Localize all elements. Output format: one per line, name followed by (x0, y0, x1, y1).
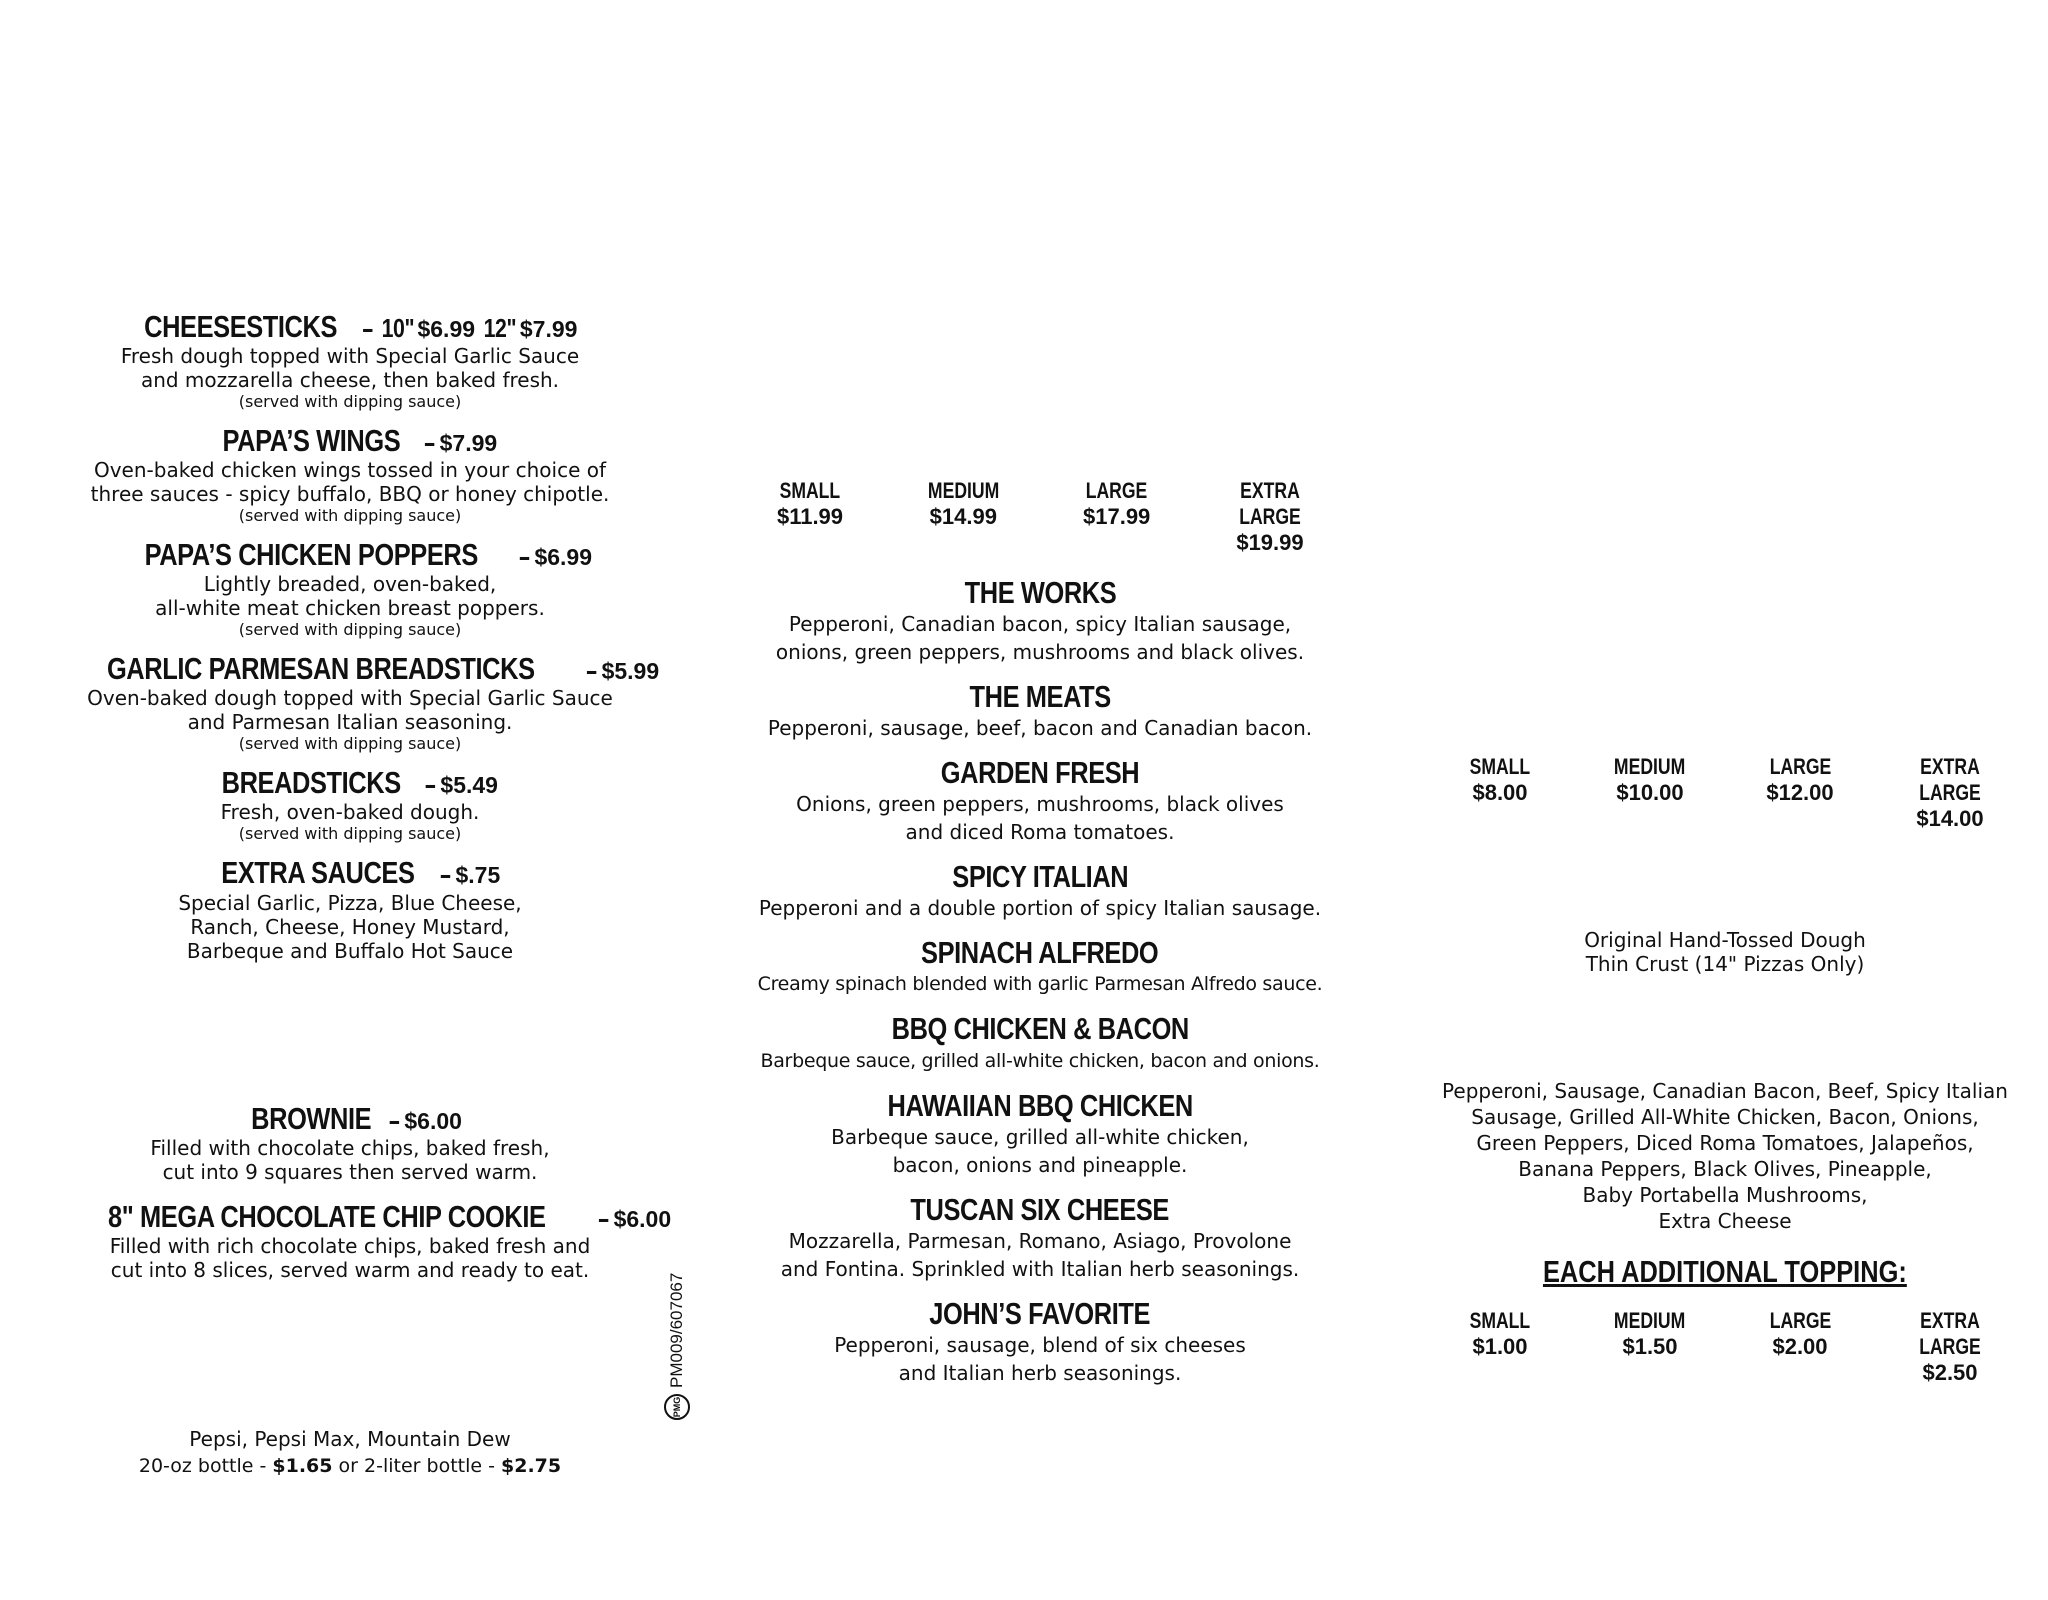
pizza-description: Pepperoni, sausage, blend of six cheeses (834, 1332, 1246, 1357)
item-description: cut into 9 squares then served warm. (162, 1160, 538, 1185)
pizza-hawaiian-bbq-chicken (740, 1089, 1340, 1179)
size-label: 12" (483, 313, 517, 343)
byo-size-price-large: LARGE $12.00 (1766, 754, 1834, 805)
size-price-medium: MEDIUM $14.99 (927, 478, 1000, 529)
menu-item-chicken-poppers: PAPA’S CHICKEN POPPERS – $6.99 Lightly breaded, oven-baked, all-white meat chicken breast poppers. (served with dipping sauce) (60, 538, 640, 640)
crust-option: Thin Crust (14" Pizzas Only) (1585, 952, 1865, 976)
pizza-description: Pepperoni, sausage, beef, bacon and Canadian bacon. (767, 716, 1313, 741)
additional-price-small: SMALL $1.00 (1469, 1308, 1531, 1359)
pizza-description: Pepperoni and a double portion of spicy Italian sausage. (758, 896, 1322, 921)
pizza-title: SPINACH ALFREDO (921, 935, 1159, 971)
item-price: $.75 (455, 862, 501, 889)
pizza-description: Creamy spinach blended with garlic Parmesan Alfredo sauce. (757, 973, 1323, 996)
item-price: $6.00 (404, 1108, 462, 1134)
item-price: $6.99 (417, 316, 476, 342)
pizza-title: TUSCAN SIX CHEESE (910, 1191, 1170, 1227)
menu-item-extra-sauces: EXTRA SAUCES – $.75 Special Garlic, Pizza, Blue Cheese, Ranch, Cheese, Honey Mustard, Barbeque and Buffalo Hot Sauce (60, 856, 640, 962)
item-description: Oven-baked dough topped with Special Garlic Sauce (87, 686, 613, 711)
pizza-title: THE WORKS (964, 575, 1116, 610)
item-description: Oven-baked chicken wings tossed in your choice of (93, 458, 607, 483)
menu-item-breadsticks: BREADSTICKS – $5.49 Fresh, oven-baked dough. (served with dipping sauce) (60, 766, 640, 844)
drinks-prices: 20-oz bottle - $1.65 or 2-liter bottle - $2.75 (138, 1455, 562, 1477)
pizza-title: HAWAIIAN BBQ CHICKEN (887, 1087, 1193, 1123)
byo-size-price-extra-large: EXTRA LARGE $14.00 (1916, 754, 1984, 831)
item-description: and mozzarella cheese, then baked fresh. (140, 368, 560, 393)
item-title: PAPA’S CHICKEN POPPERS (144, 537, 478, 573)
menu-item-cheesesticks: CHEESESTICKS – 10" $6.99 12" $7.99 Fresh dough topped with Special Garlic Sauce and mozzarella cheese, then baked fresh. (served with dipping sauce) (60, 310, 640, 412)
item-note: (served with dipping sauce) (238, 734, 462, 754)
menu-item-mega-cookie: 8" MEGA CHOCOLATE CHIP COOKIE – $6.00 Filled with rich chocolate chips, baked fresh and cut into 8 slices, served warm and ready to eat. (60, 1200, 640, 1282)
item-description: Filled with chocolate chips, baked fresh, (150, 1136, 550, 1161)
pizza-title: SPICY ITALIAN (952, 859, 1128, 895)
pizza-description: bacon, onions and pineapple. (892, 1152, 1188, 1177)
item-title: GARLIC PARMESAN BREADSTICKS (106, 651, 535, 687)
additional-topping-section (1430, 1254, 2020, 1386)
additional-price-large: LARGE $2.00 (1769, 1308, 1831, 1359)
pizza-title: THE MEATS (969, 679, 1111, 715)
additional-price-medium: MEDIUM $1.50 (1614, 1308, 1686, 1359)
pizza-description: onions, green peppers, mushrooms and black olives. (775, 640, 1305, 665)
item-description: Lightly breaded, oven-baked, (203, 572, 497, 597)
item-description: Filled with rich chocolate chips, baked fresh and (109, 1234, 591, 1259)
additional-topping-title: EACH ADDITIONAL TOPPING: (1543, 1254, 1907, 1289)
price: $1.65 (272, 1455, 333, 1477)
menu-item-wings: PAPA’S WINGS – $7.99 Oven-baked chicken wings tossed in your choice of three sauces - spicy buffalo, BBQ or honey chipotle. (served with dipping sauce) (60, 424, 640, 526)
pizza-johns-favorite (740, 1297, 1340, 1387)
drinks-section (60, 1424, 640, 1478)
item-price: $5.49 (440, 772, 498, 799)
menu-item-garlic-parmesan-breadsticks: GARLIC PARMESAN BREADSTICKS – $5.99 Oven-baked dough topped with Special Garlic Sauce and Parmesan Italian seasoning. (served with dipping sauce) (60, 652, 640, 754)
drinks-list: Pepsi, Pepsi Max, Mountain Dew (189, 1427, 511, 1451)
item-title: CHEESESTICKS (143, 309, 337, 344)
item-description: all-white meat chicken breast poppers. (155, 596, 545, 621)
item-note: (served with dipping sauce) (238, 506, 462, 526)
item-price: $6.00 (613, 1206, 672, 1233)
pizza-description: Barbeque sauce, grilled all-white chicken, bacon and onions. (760, 1049, 1320, 1072)
item-description: three sauces - spicy buffalo, BBQ or honey chipotle. (90, 482, 610, 507)
pizza-description: Pepperoni, Canadian bacon, spicy Italian sausage, (788, 612, 1292, 637)
item-description: cut into 8 slices, served warm and ready to eat. (110, 1258, 590, 1283)
pizza-title: JOHN’S FAVORITE (929, 1295, 1151, 1331)
item-price: $7.99 (519, 316, 578, 342)
item-note: (served with dipping sauce) (238, 392, 462, 412)
pizza-tuscan-six-cheese (740, 1193, 1340, 1283)
pizza-description: Barbeque sauce, grilled all-white chicken, (831, 1124, 1249, 1149)
item-description: Special Garlic, Pizza, Blue Cheese, (178, 890, 522, 915)
print-code-text: PM009/607067 (667, 1272, 686, 1388)
item-description: Ranch, Cheese, Honey Mustard, (190, 914, 510, 939)
pizza-garden-fresh (740, 756, 1340, 846)
item-title: PAPA’S WINGS (222, 423, 401, 459)
byo-size-price-medium: MEDIUM $10.00 (1614, 754, 1686, 805)
item-title: BROWNIE (251, 1101, 372, 1136)
item-title: EXTRA SAUCES (220, 855, 415, 891)
pizza-title: GARDEN FRESH (940, 755, 1140, 791)
pizza-spicy-italian (740, 860, 1340, 922)
item-description: Fresh, oven-baked dough. (220, 800, 480, 825)
pmg-logo-icon: PMG (664, 1394, 690, 1420)
pizza-spinach-alfredo (740, 936, 1340, 998)
size-price-small: SMALL $11.99 (776, 478, 844, 529)
price: $2.75 (501, 1455, 562, 1477)
specialty-pizzas-column (740, 478, 1340, 1401)
item-note: (served with dipping sauce) (238, 620, 462, 640)
size-label: 10" (381, 313, 414, 343)
pizza-description: Onions, green peppers, mushrooms, black olives (796, 792, 1284, 817)
item-title: BREADSTICKS (221, 765, 401, 801)
item-description: and Parmesan Italian seasoning. (187, 710, 513, 735)
size-price-grid (740, 478, 1340, 556)
pizza-description: and diced Roma tomatoes. (905, 820, 1175, 845)
additional-price-extra-large: EXTRA LARGE $2.50 (1919, 1308, 1981, 1385)
item-description: Barbeque and Buffalo Hot Sauce (186, 938, 514, 963)
toppings-list: Pepperoni, Sausage, Canadian Bacon, Beef, Spicy Italian Sausage, Grilled All-White Chicken, Bacon, Onions, Green Peppers, Diced Roma Tomatoes, Jalapeños, Banana Peppers, Black Olives, Pineapple, Baby Portabella Mushrooms, Extra Cheese (1442, 1079, 2008, 1233)
desserts-section (60, 1101, 672, 1294)
item-price: $7.99 (439, 430, 498, 457)
item-description: Fresh dough topped with Special Garlic Sauce (120, 344, 580, 369)
additional-topping-grid (1430, 1308, 2020, 1386)
menu-item-brownie: BROWNIE – $6.00 Filled with chocolate chips, baked fresh, cut into 9 squares then served warm. (60, 1102, 640, 1184)
pizza-description: Mozzarella, Parmesan, Romano, Asiago, Provolone (788, 1228, 1292, 1253)
size-price-extra-large: EXTRA LARGE $19.99 (1236, 478, 1304, 555)
item-note: (served with dipping sauce) (238, 824, 462, 844)
pizza-description: and Fontina. Sprinkled with Italian herb seasonings. (780, 1256, 1300, 1281)
pizza-the-works (740, 576, 1340, 666)
print-code (662, 1120, 692, 1420)
item-price: $5.99 (601, 658, 660, 685)
pizza-description: and Italian herb seasonings. (898, 1360, 1182, 1385)
item-title: 8" MEGA CHOCOLATE CHIP COOKIE (108, 1199, 546, 1235)
byo-size-price-grid (1430, 754, 2020, 832)
pizza-bbq-chicken-bacon (740, 1012, 1340, 1074)
pizza-the-meats (740, 680, 1340, 742)
crust-option: Original Hand-Tossed Dough (1584, 928, 1866, 952)
crust-options (1430, 928, 2020, 976)
byo-size-price-small: SMALL $8.00 (1469, 754, 1531, 805)
build-your-own-column (1430, 754, 2020, 1386)
sides-column (60, 309, 660, 975)
size-price-large: LARGE $17.99 (1083, 478, 1151, 529)
item-price: $6.99 (534, 544, 592, 571)
pizza-title: BBQ CHICKEN & BACON (891, 1011, 1189, 1047)
